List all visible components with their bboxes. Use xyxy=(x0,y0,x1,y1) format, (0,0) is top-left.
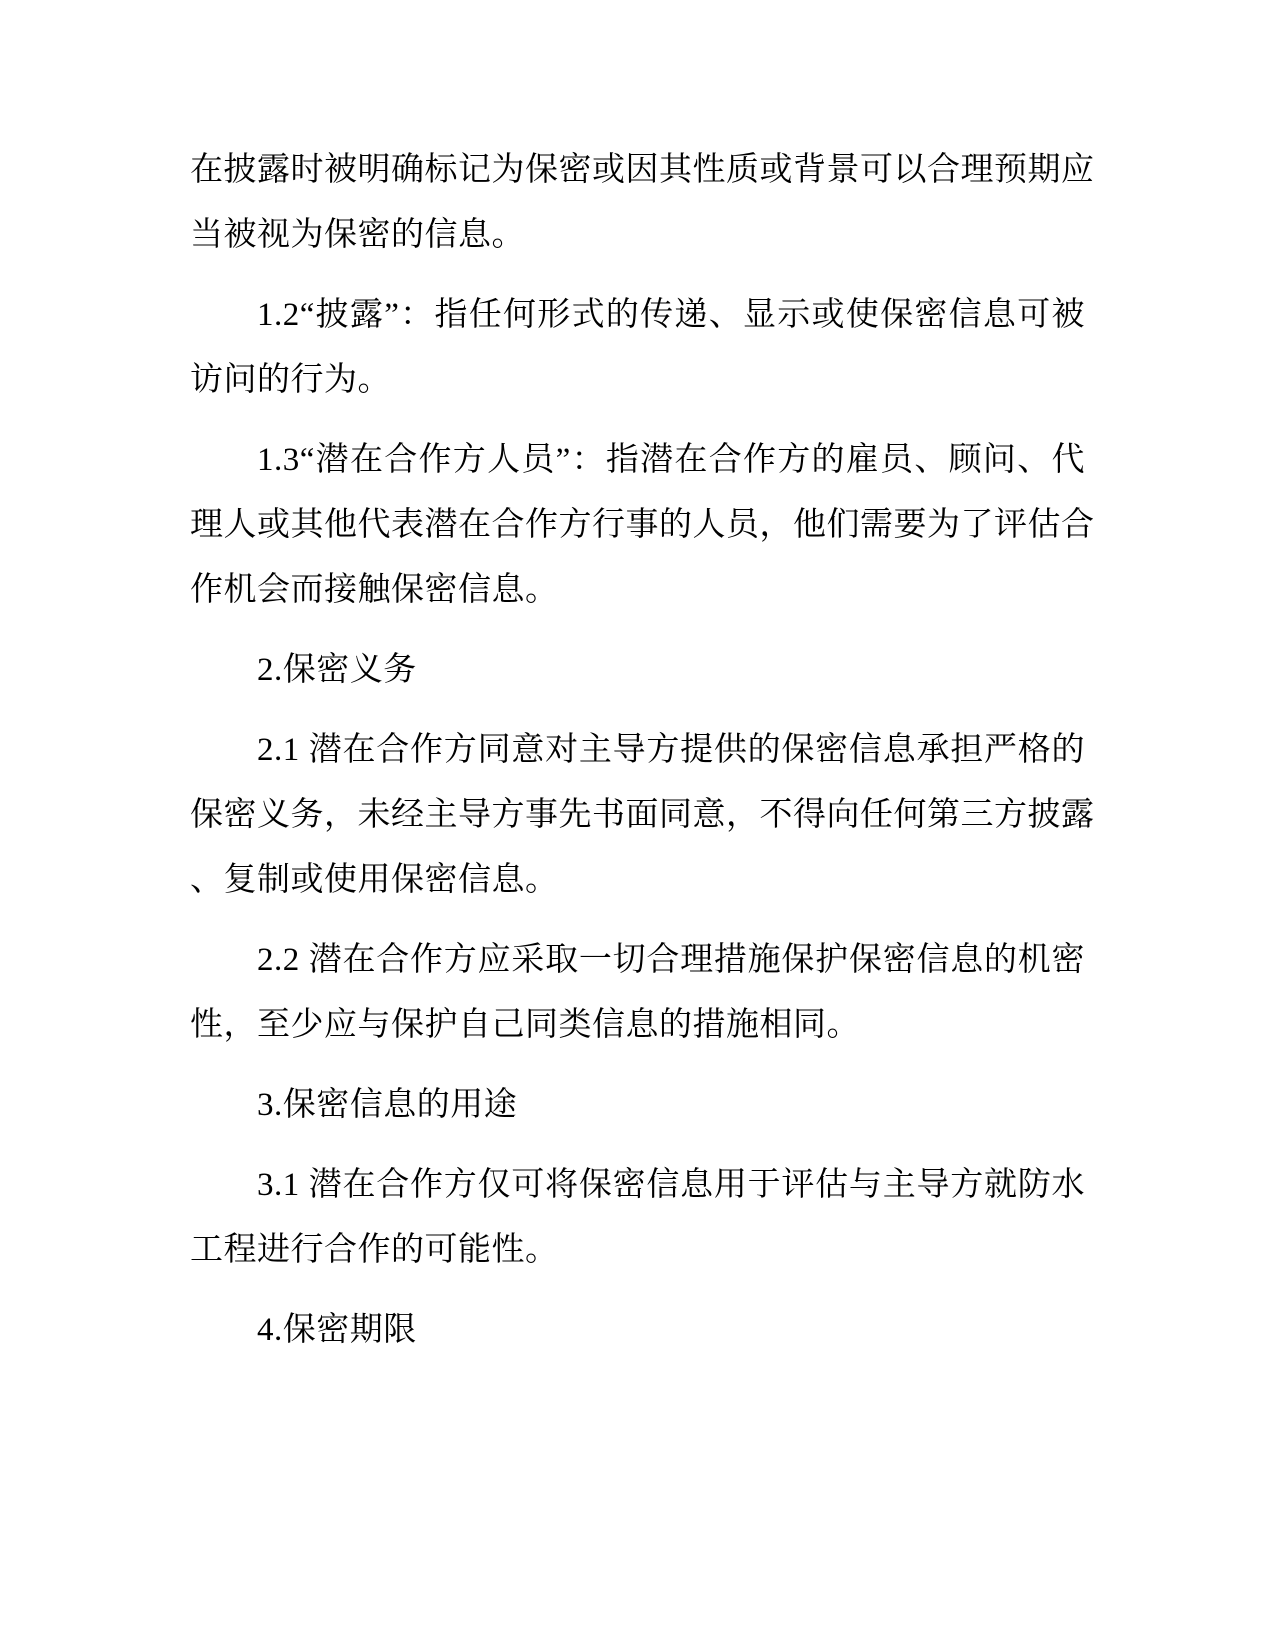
text-line: 作机会而接触保密信息。 xyxy=(190,572,559,608)
paragraph xyxy=(190,718,1095,913)
text-line: 3.保密信息的用途 xyxy=(257,1087,518,1123)
text-line: 性，至少应与保护自己同类信息的措施相同。 xyxy=(190,1007,860,1043)
text-line: 工程进行合作的可能性。 xyxy=(190,1232,559,1268)
text-line: 保密义务，未经主导方事先书面同意，不得向任何第三方披露 xyxy=(190,797,1095,833)
text-line: 1.3“潜在合作方人员”：指潜在合作方的雇员、顾问、代 xyxy=(257,442,1085,478)
paragraph xyxy=(190,138,1095,268)
paragraph xyxy=(190,283,1085,413)
text-line: 访问的行为。 xyxy=(190,362,391,398)
text-line: 2.1 潜在合作方同意对主导方提供的保密信息承担严格的 xyxy=(257,732,1085,768)
text-line: 在披露时被明确标记为保密或因其性质或背景可以合理预期应 xyxy=(190,152,1095,188)
paragraph xyxy=(190,1153,1085,1283)
paragraph xyxy=(190,928,1085,1058)
paragraph xyxy=(190,1298,1085,1363)
text-line: 当被视为保密的信息。 xyxy=(190,217,525,253)
paragraph xyxy=(190,428,1095,623)
text-line: 2.保密义务 xyxy=(257,652,417,688)
paragraph xyxy=(190,638,1085,703)
text-line: 2.2 潜在合作方应采取一切合理措施保护保密信息的机密 xyxy=(257,942,1085,978)
text-line: 1.2“披露”：指任何形式的传递、显示或使保密信息可被 xyxy=(257,297,1085,333)
text-line: 4.保密期限 xyxy=(257,1312,417,1348)
document-content xyxy=(190,138,1095,1378)
paragraph xyxy=(190,1073,1085,1138)
text-line: 理人或其他代表潜在合作方行事的人员，他们需要为了评估合 xyxy=(190,507,1095,543)
text-line: 3.1 潜在合作方仅可将保密信息用于评估与主导方就防水 xyxy=(257,1167,1085,1203)
text-line: 、复制或使用保密信息。 xyxy=(190,862,559,898)
